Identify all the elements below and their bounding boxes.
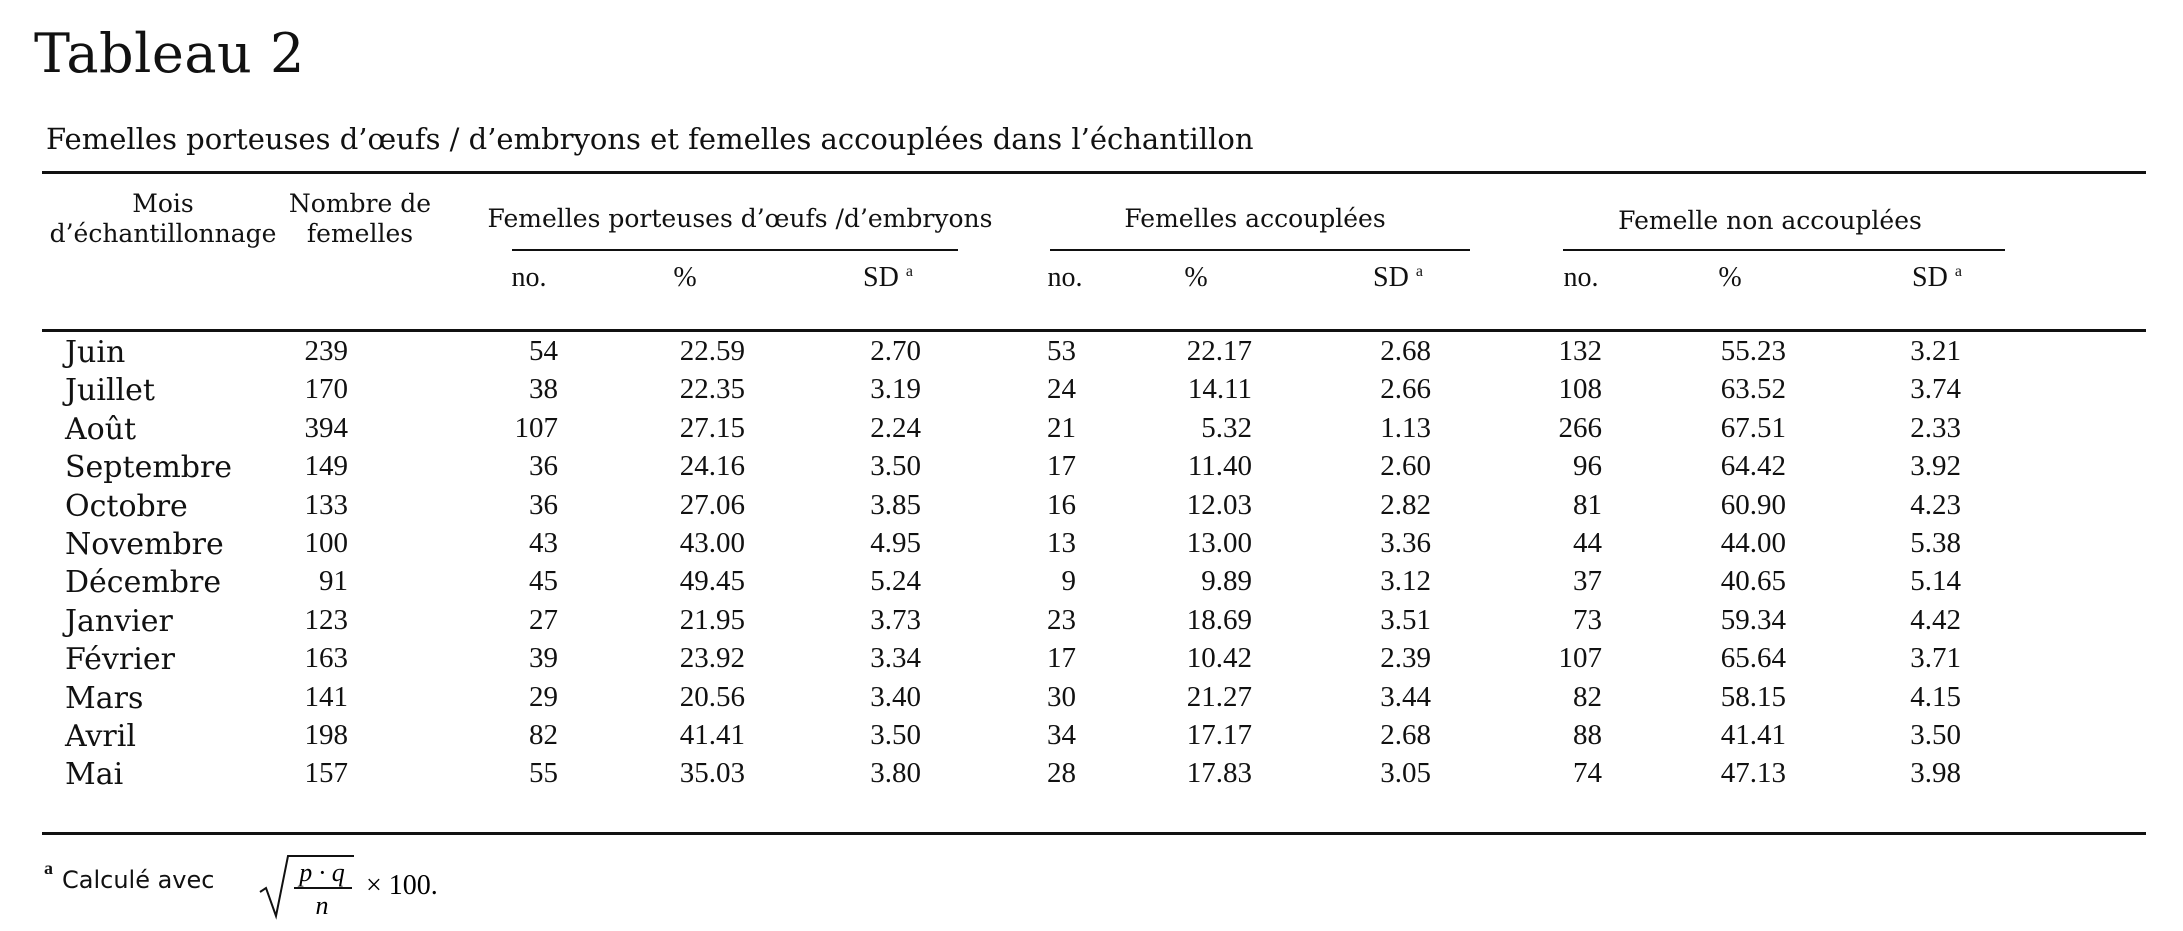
- cell-g1-pct: 43.00: [679, 527, 745, 559]
- cell-g2-pct: 5.32: [1201, 411, 1252, 444]
- cell-nombre: 123: [304, 603, 348, 636]
- cell-g1-sd: 2.70: [870, 335, 921, 367]
- table-row: [0, 604, 2183, 642]
- page-title: Tableau 2: [34, 22, 305, 85]
- cell-nombre: 149: [304, 450, 348, 483]
- cell-g3-no: 37: [1573, 565, 1602, 598]
- cell-nombre: 394: [304, 411, 348, 444]
- cell-g1-pct: 35.03: [679, 757, 745, 790]
- cell-g2-sd: 3.12: [1380, 565, 1431, 598]
- cell-mois: Mai: [65, 757, 124, 793]
- cell-g3-no: 81: [1573, 488, 1602, 521]
- cell-g3-no: 266: [1558, 411, 1602, 444]
- cell-g2-no: 17: [1047, 450, 1076, 483]
- cell-g2-pct: 14.11: [1187, 373, 1252, 406]
- cell-g1-no: 29: [529, 680, 558, 713]
- subheader-g2-no: no.: [1047, 262, 1083, 293]
- cell-g2-sd: 2.60: [1380, 450, 1431, 483]
- header-group-accouplees: Femelles accouplées: [1124, 204, 1386, 233]
- header-nombre-line1: Nombre de: [288, 189, 432, 218]
- cell-g1-pct: 22.59: [679, 335, 745, 367]
- cell-mois: Novembre: [65, 527, 224, 562]
- cell-g3-pct: 40.65: [1720, 565, 1786, 598]
- table-row: [0, 412, 2183, 450]
- cell-g3-pct: 60.90: [1720, 488, 1786, 521]
- cell-g1-no: 38: [529, 373, 558, 406]
- cell-g2-no: 13: [1047, 527, 1076, 559]
- cell-g2-sd: 2.66: [1380, 373, 1431, 406]
- header-mois-line1: Mois: [132, 189, 194, 218]
- header-nombre-line2: femelles: [306, 219, 414, 248]
- cell-g2-no: 30: [1047, 680, 1076, 713]
- cell-mois: Juin: [65, 335, 126, 370]
- cell-g1-pct: 20.56: [679, 680, 745, 713]
- cell-g3-no: 82: [1573, 680, 1602, 713]
- cell-g2-no: 23: [1047, 603, 1076, 636]
- cell-g1-pct: 41.41: [679, 719, 745, 751]
- cell-g2-no: 53: [1047, 335, 1076, 367]
- cell-nombre: 163: [304, 642, 348, 675]
- cell-g3-pct: 55.23: [1720, 335, 1786, 367]
- cell-g1-pct: 49.45: [679, 565, 745, 598]
- cell-g2-sd: 1.13: [1380, 411, 1431, 444]
- cell-g1-sd: 4.95: [870, 527, 921, 559]
- header-group-porteuses: Femelles porteuses d’œufs /d’embryons: [487, 204, 993, 233]
- header-mois-line2: d’échantillonnage: [49, 219, 277, 248]
- cell-g3-pct: 44.00: [1720, 527, 1786, 559]
- subheader-g2-sd: [1338, 262, 1458, 294]
- table-row: [0, 527, 2183, 565]
- cell-g2-pct: 11.40: [1187, 450, 1252, 483]
- cell-g2-sd: 2.68: [1380, 335, 1431, 367]
- cell-g3-pct: 58.15: [1720, 680, 1786, 713]
- cell-g3-sd: 5.14: [1910, 565, 1961, 598]
- subheader-g1-no: no.: [511, 262, 547, 293]
- cell-g2-no: 16: [1047, 488, 1076, 521]
- table-caption: Femelles porteuses d’œufs / d’embryons et femelles accouplées dans l’échantillon: [46, 122, 1254, 156]
- cell-g2-pct: 21.27: [1186, 680, 1252, 713]
- cell-g3-sd: 2.33: [1910, 411, 1961, 444]
- cell-g1-sd: 3.40: [870, 680, 921, 713]
- cell-g1-no: 27: [529, 603, 558, 636]
- cell-nombre: 141: [304, 680, 348, 713]
- formula-numerator: p · q: [299, 858, 345, 887]
- cell-mois: Septembre: [65, 450, 233, 486]
- table-row: [0, 450, 2183, 488]
- cell-g1-pct: 23.92: [679, 642, 745, 675]
- table-row: [0, 719, 2183, 757]
- cell-g1-no: 107: [514, 411, 558, 444]
- subheader-g2-sd-sup: a: [1415, 263, 1423, 280]
- cell-nombre: 157: [304, 757, 348, 790]
- cell-nombre: 170: [304, 373, 348, 406]
- header-mois: [38, 189, 288, 249]
- cell-g1-sd: 3.80: [870, 757, 921, 790]
- cell-g1-no: 55: [529, 757, 558, 790]
- cell-g1-sd: 3.50: [870, 450, 921, 483]
- cell-g2-pct: 10.42: [1186, 642, 1252, 675]
- table-row: [0, 335, 2183, 373]
- subheader-g1-sd-label: SD: [863, 262, 899, 293]
- cell-g3-sd: 3.74: [1910, 373, 1961, 406]
- cell-g3-no: 44: [1573, 527, 1602, 559]
- cell-g3-pct: 59.34: [1720, 603, 1786, 636]
- cell-g2-pct: 17.17: [1186, 719, 1252, 751]
- cell-g1-sd: 3.73: [870, 603, 921, 636]
- cell-g1-sd: 3.19: [870, 373, 921, 406]
- header-group-non-accouplees: Femelle non accouplées: [1618, 206, 1922, 235]
- cell-g3-sd: 3.50: [1910, 719, 1961, 751]
- cell-mois: Mars: [65, 680, 144, 716]
- cell-g3-sd: 4.23: [1910, 488, 1961, 521]
- subheader-g3-pct: %: [1718, 262, 1742, 293]
- cell-g1-pct: 27.15: [679, 411, 745, 444]
- cell-mois: Février: [65, 642, 175, 678]
- table-row: [0, 489, 2183, 527]
- cell-g3-sd: 4.15: [1910, 680, 1961, 713]
- cell-g1-sd: 3.85: [870, 488, 921, 521]
- cell-g3-sd: 3.98: [1910, 757, 1961, 790]
- cell-g1-sd: 3.50: [870, 719, 921, 751]
- cell-g3-sd: 3.92: [1910, 450, 1961, 483]
- cell-mois: Janvier: [65, 603, 173, 639]
- cell-nombre: 133: [304, 488, 348, 521]
- header-rule: [42, 329, 2146, 332]
- cell-g3-pct: 47.13: [1720, 757, 1786, 790]
- cell-g2-no: 28: [1047, 757, 1076, 790]
- subheader-g2-pct: %: [1184, 262, 1208, 293]
- cell-mois: Juillet: [65, 373, 155, 409]
- cell-g1-sd: 2.24: [870, 411, 921, 444]
- top-rule: [42, 171, 2146, 174]
- cell-g2-no: 21: [1047, 411, 1076, 444]
- cell-g2-pct: 12.03: [1186, 488, 1252, 521]
- subheader-g3-no: no.: [1563, 262, 1599, 293]
- cell-g1-pct: 22.35: [679, 373, 745, 406]
- subheader-g1-sd-sup: a: [905, 263, 913, 280]
- cell-g2-sd: 3.51: [1380, 603, 1431, 636]
- cell-nombre: 198: [304, 719, 348, 751]
- cell-g2-no: 9: [1061, 565, 1076, 598]
- cell-g3-pct: 64.42: [1720, 450, 1786, 483]
- cell-g1-no: 45: [529, 565, 558, 598]
- group-porteuses-rule: [512, 249, 958, 251]
- subheader-g1-sd: [828, 262, 948, 294]
- cell-g3-no: 74: [1573, 757, 1602, 790]
- table-row: [0, 757, 2183, 795]
- subheader-g2-sd-label: SD: [1373, 262, 1409, 293]
- subheader-g1-pct: %: [673, 262, 697, 293]
- cell-g2-pct: 18.69: [1186, 603, 1252, 636]
- cell-mois: Avril: [65, 719, 136, 754]
- footnote-marker: a: [44, 858, 53, 878]
- cell-g1-no: 54: [529, 335, 558, 367]
- cell-g2-sd: 3.05: [1380, 757, 1431, 790]
- cell-g2-pct: 17.83: [1186, 757, 1252, 790]
- footnote: [44, 850, 544, 920]
- cell-g2-pct: 9.89: [1201, 565, 1252, 598]
- subheader-g3-sd-sup: a: [1954, 263, 1962, 280]
- table-row: [0, 373, 2183, 411]
- cell-mois: Octobre: [65, 488, 188, 524]
- cell-g3-sd: 5.38: [1910, 527, 1961, 559]
- cell-g3-no: 96: [1573, 450, 1602, 483]
- bottom-rule: [42, 832, 2146, 835]
- cell-g1-no: 43: [529, 527, 558, 559]
- cell-g2-pct: 22.17: [1186, 335, 1252, 367]
- footnote-text: Calculé avec: [62, 866, 215, 894]
- cell-g2-sd: 2.68: [1380, 719, 1431, 751]
- cell-g3-no: 88: [1573, 719, 1602, 751]
- cell-g2-sd: 2.39: [1380, 642, 1431, 675]
- group-non-accouplees-rule: [1563, 249, 2005, 251]
- cell-mois: Août: [65, 411, 137, 447]
- cell-g1-pct: 27.06: [679, 488, 745, 521]
- cell-g3-sd: 3.21: [1910, 335, 1961, 367]
- cell-g3-pct: 67.51: [1720, 411, 1786, 444]
- cell-nombre: 239: [304, 335, 348, 367]
- table-row: [0, 681, 2183, 719]
- cell-nombre: 100: [304, 527, 348, 559]
- cell-g2-no: 24: [1047, 373, 1076, 406]
- cell-g2-sd: 3.36: [1380, 527, 1431, 559]
- cell-g1-no: 36: [529, 488, 558, 521]
- cell-nombre: 91: [319, 565, 348, 598]
- table-row: [0, 565, 2183, 603]
- cell-g2-sd: 2.82: [1380, 488, 1431, 521]
- cell-g3-no: 107: [1558, 642, 1602, 675]
- cell-mois: Décembre: [65, 565, 222, 601]
- cell-g1-pct: 21.95: [679, 603, 745, 636]
- subheader-g3-sd-label: SD: [1912, 262, 1948, 293]
- cell-g2-no: 34: [1047, 719, 1076, 751]
- cell-g1-sd: 3.34: [870, 642, 921, 675]
- cell-g3-no: 132: [1558, 335, 1602, 367]
- cell-g1-no: 36: [529, 450, 558, 483]
- cell-g3-pct: 63.52: [1720, 373, 1786, 406]
- cell-g3-pct: 41.41: [1720, 719, 1786, 751]
- cell-g1-no: 82: [529, 719, 558, 751]
- formula-multiplier: × 100.: [366, 870, 438, 901]
- table-row: [0, 642, 2183, 680]
- cell-g1-pct: 24.16: [679, 450, 745, 483]
- cell-g2-no: 17: [1047, 642, 1076, 675]
- cell-g1-sd: 5.24: [870, 565, 921, 598]
- cell-g2-pct: 13.00: [1186, 527, 1252, 559]
- cell-g2-sd: 3.44: [1380, 680, 1431, 713]
- header-nombre: [280, 189, 440, 249]
- cell-g3-sd: 4.42: [1910, 603, 1961, 636]
- cell-g3-sd: 3.71: [1910, 642, 1961, 675]
- formula-denominator: n: [315, 891, 329, 920]
- cell-g3-pct: 65.64: [1720, 642, 1786, 675]
- sqrt-formula: [254, 850, 504, 920]
- cell-g3-no: 108: [1558, 373, 1602, 406]
- subheader-g3-sd: [1877, 262, 1997, 294]
- cell-g3-no: 73: [1573, 603, 1602, 636]
- cell-g1-no: 39: [529, 642, 558, 675]
- group-accouplees-rule: [1050, 249, 1470, 251]
